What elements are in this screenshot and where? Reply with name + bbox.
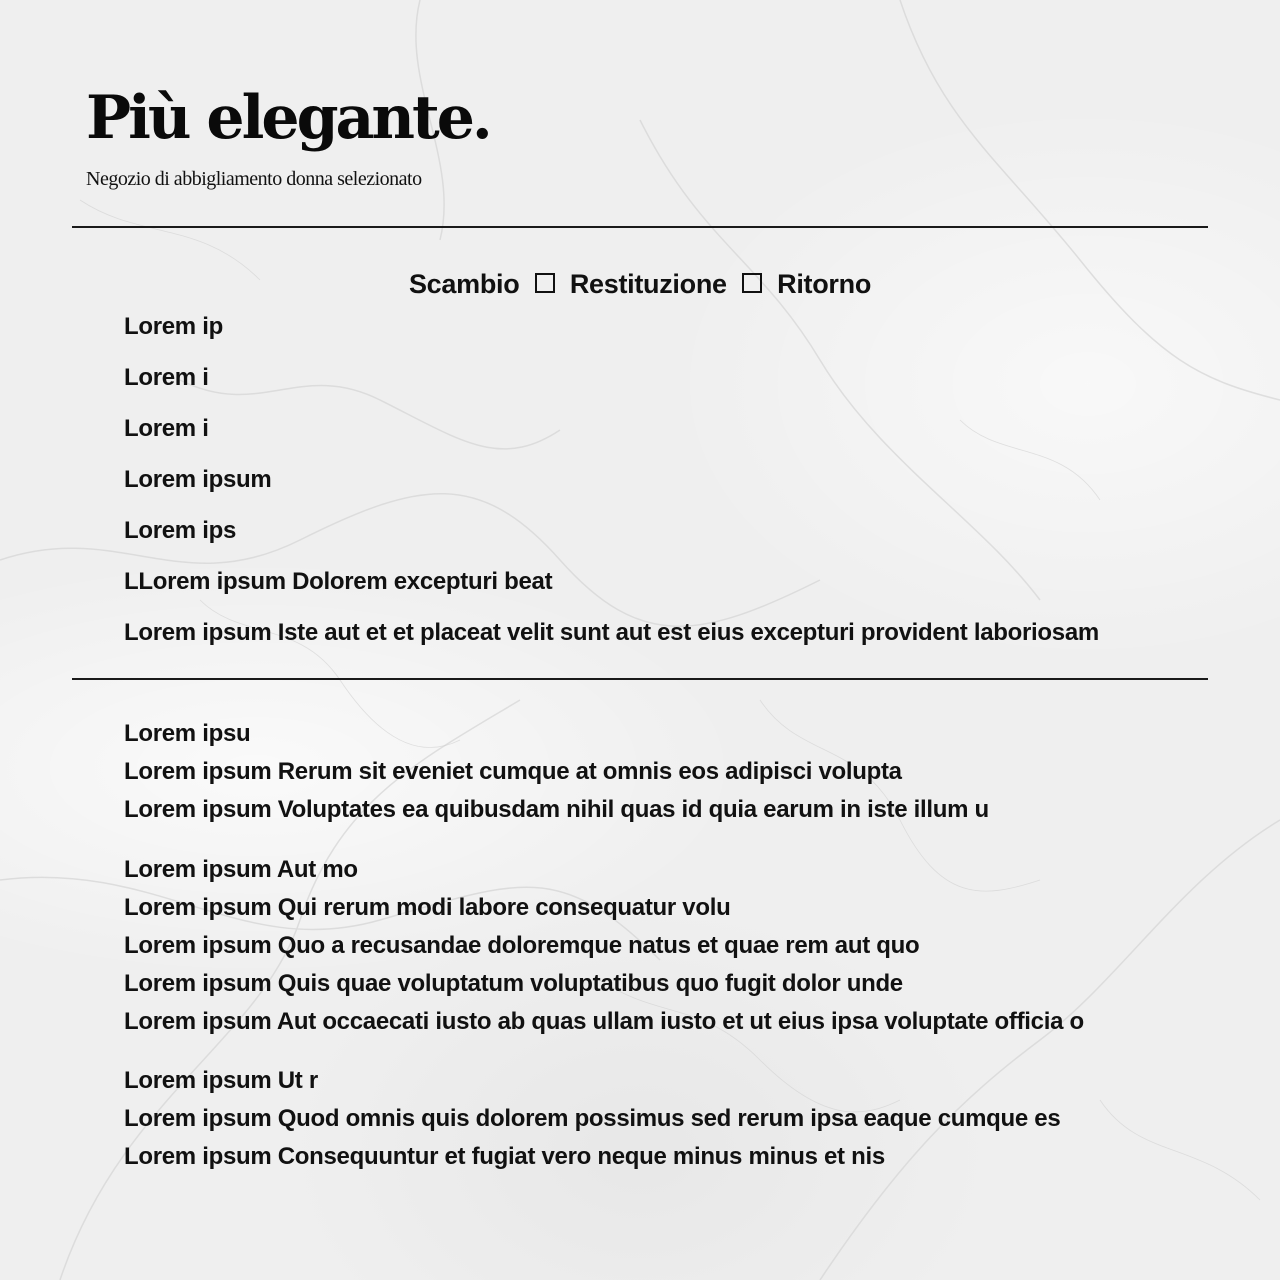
- text-line: Lorem ipsum Quis quae voluptatum voluptatibus quo fugit dolor unde: [124, 970, 903, 997]
- form-field: Lorem i: [124, 415, 209, 442]
- text-line: Lorem ipsum Quo a recusandae doloremque natus et quae rem aut quo: [124, 932, 920, 959]
- empty-square-icon[interactable]: [535, 273, 555, 293]
- top-divider: [72, 226, 1208, 228]
- brand-title: Più elegante.: [86, 83, 490, 153]
- text-line: Lorem ipsum Rerum sit eveniet cumque at omnis eos adipisci volupta: [124, 758, 902, 785]
- text-line: Lorem ipsum Qui rerum modi labore consequatur volu: [124, 894, 731, 921]
- text-line: Lorem ipsum Aut occaecati iusto ab quas ullam iusto et ut eius ipsa voluptate officia o: [124, 1008, 1084, 1035]
- text-line: Lorem ipsum Consequuntur et fugiat vero neque minus minus et nis: [124, 1143, 885, 1170]
- form-field: LLorem ipsum Dolorem excepturi beat: [124, 568, 553, 595]
- brand-subtitle: Negozio di abbigliamento donna selezionato: [86, 168, 422, 190]
- middle-divider: [72, 678, 1208, 680]
- text-line: Lorem ipsum Quod omnis quis dolorem possimus sed rerum ipsa eaque cumque es: [124, 1105, 1061, 1132]
- text-line: Lorem ipsum Ut r: [124, 1067, 318, 1094]
- form-field: Lorem ipsum: [124, 466, 272, 493]
- form-field: Lorem ips: [124, 517, 236, 544]
- text-line: Lorem ipsum Voluptates ea quibusdam nihil quas id quia earum in iste illum u: [124, 796, 989, 823]
- empty-square-icon[interactable]: [742, 273, 762, 293]
- form-field: Lorem ipsum Iste aut et et placeat velit sunt aut est eius excepturi provident laboriosam: [124, 619, 1099, 646]
- option-return-label: Ritorno: [777, 269, 872, 300]
- return-options: [0, 268, 1280, 300]
- option-exchange-label: Scambio: [408, 269, 520, 300]
- text-block: [124, 715, 989, 829]
- text-block: [124, 1062, 1060, 1176]
- text-block: [124, 851, 1084, 1041]
- option-refund-label: Restituzione: [569, 269, 727, 300]
- form-fields: [124, 310, 1099, 667]
- form-field: Lorem i: [124, 364, 209, 391]
- form-field: Lorem ip: [124, 313, 223, 340]
- text-line: Lorem ipsu: [124, 720, 251, 747]
- text-line: Lorem ipsum Aut mo: [124, 856, 358, 883]
